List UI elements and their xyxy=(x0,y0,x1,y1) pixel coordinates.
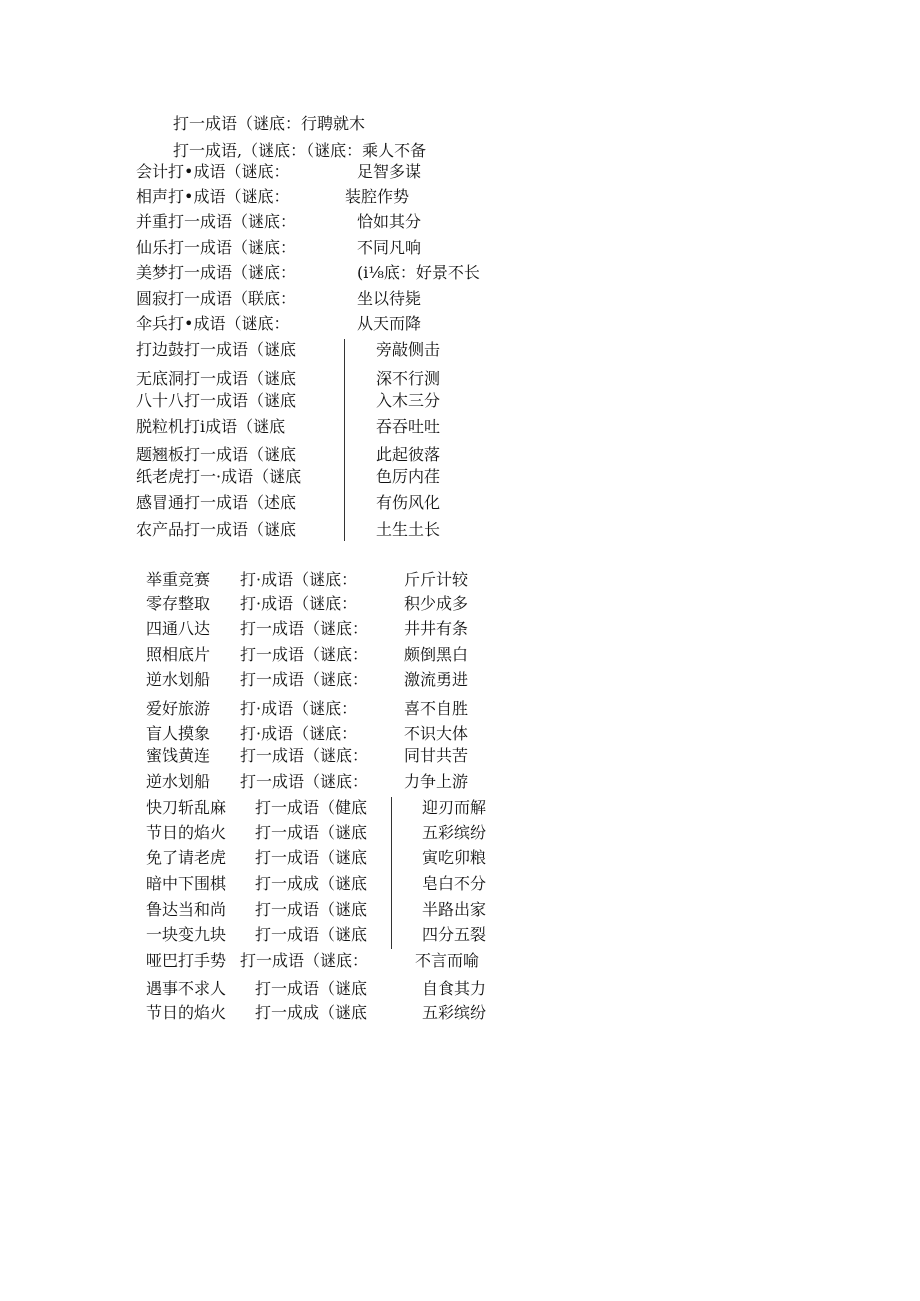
riddle-word: 照相底片 xyxy=(146,645,211,664)
riddle-answer: 恰如其分 xyxy=(357,212,422,231)
riddle-clue: 打一成语（谜底 xyxy=(255,848,368,867)
riddle-clue: 美梦打一成语（谜底： xyxy=(136,263,297,282)
riddle-word: 盲人摸象 xyxy=(146,724,211,743)
riddle-word: 逆水划船 xyxy=(146,772,211,791)
riddle-clue: 八十八打一成语（谜底 xyxy=(136,391,297,410)
riddle-clue: 圆寂打一成语（联底： xyxy=(136,289,297,308)
riddle-word: 蜜饯黄连 xyxy=(146,746,211,765)
riddle-clue: 打边鼓打一成语（谜底 xyxy=(136,340,297,359)
riddle-clue: 打一成语（谜底： xyxy=(240,670,369,689)
riddle-word: 节日的焰火 xyxy=(146,1003,227,1022)
riddle-answer: 不识大体 xyxy=(404,724,469,743)
riddle-clue: 打·成语（谜底： xyxy=(240,699,358,718)
riddle-answer: 颇倒黑白 xyxy=(404,645,469,664)
riddle-word: 哑巴打手势 xyxy=(146,951,227,970)
riddle-word: 四通八达 xyxy=(146,619,211,638)
riddle-clue: 打·成语（谜底： xyxy=(240,570,358,589)
riddle-clue: 农产品打一成语（谜底 xyxy=(136,520,297,539)
riddle-answer: 自食其力 xyxy=(422,979,487,998)
riddle-word: 鲁达当和尚 xyxy=(146,900,227,919)
riddle-clue: 打一成语（谜底 xyxy=(255,925,368,944)
riddle-answer: 半路出家 xyxy=(422,900,487,919)
column-divider xyxy=(344,339,345,541)
riddle-word: 零存整取 xyxy=(146,594,211,613)
riddle-answer: 从天而降 xyxy=(357,314,422,333)
riddle-clue: 感冒通打一成语（述底 xyxy=(136,493,297,512)
riddle-clue: 打一成语（谜底 xyxy=(255,900,368,919)
riddle-clue: 题翘板打一成语（谜底 xyxy=(136,445,297,464)
riddle-clue: 打一成语（健底 xyxy=(255,798,368,817)
riddle-clue: 打一成语（谜底： xyxy=(240,746,369,765)
riddle-word: 爱好旅游 xyxy=(146,699,211,718)
riddle-clue: 打一成语（谜底： xyxy=(240,645,369,664)
riddle-answer: 皂白不分 xyxy=(422,874,487,893)
riddle-answer: 喜不自胜 xyxy=(404,699,469,718)
riddle-clue: 打一成语（谜底： xyxy=(240,951,369,970)
riddle-clue: 伞兵打•成语（谜底： xyxy=(136,314,290,333)
riddle-clue: 打一成成（谜底 xyxy=(255,1003,368,1022)
riddle-answer: 五彩缤纷 xyxy=(422,1003,487,1022)
riddle-word: 遇事不求人 xyxy=(146,979,227,998)
column-divider xyxy=(391,797,392,949)
riddle-header-line: 打一成语（谜底：行聘就木 xyxy=(173,114,366,133)
riddle-word: 节日的焰火 xyxy=(146,823,227,842)
riddle-clue: 打·成语（谜底： xyxy=(240,724,358,743)
riddle-answer: 此起彼落 xyxy=(376,445,441,464)
riddle-word: 暗中下围棋 xyxy=(146,874,227,893)
riddle-word: 快刀斩乱麻 xyxy=(146,798,227,817)
riddle-clue: 打一成成（谜底 xyxy=(255,874,368,893)
riddle-answer: 同甘共苦 xyxy=(404,746,469,765)
riddle-answer: 寅吃卯粮 xyxy=(422,848,487,867)
riddle-answer: 土生土长 xyxy=(376,520,441,539)
riddle-clue: 打一成语（谜底： xyxy=(240,619,369,638)
riddle-clue: 打一成语（谜底 xyxy=(255,823,368,842)
riddle-clue: 仙乐打一成语（谜底： xyxy=(136,238,297,257)
riddle-word: 一块变九块 xyxy=(146,925,227,944)
riddle-word: 逆水划船 xyxy=(146,670,211,689)
riddle-answer: 装腔作势 xyxy=(345,187,410,206)
riddle-answer: (i⅛底：好景不长 xyxy=(357,263,480,282)
riddle-word: 举重竞赛 xyxy=(146,570,211,589)
riddle-answer: 迎刃而解 xyxy=(422,798,487,817)
riddle-clue: 相声打•成语（谜底： xyxy=(136,187,290,206)
riddle-answer: 井井有条 xyxy=(404,619,469,638)
riddle-clue: 纸老虎打一·成语（谜底 xyxy=(136,467,302,486)
riddle-answer: 入木三分 xyxy=(376,391,441,410)
riddle-answer: 不言而喻 xyxy=(415,951,480,970)
riddle-answer: 五彩缤纷 xyxy=(422,823,487,842)
riddle-answer: 旁敲侧击 xyxy=(376,340,441,359)
riddle-clue: 会计打•成语（谜底： xyxy=(136,162,290,181)
riddle-answer: 积少成多 xyxy=(404,594,469,613)
riddle-clue: 打一成语（谜底： xyxy=(240,772,369,791)
riddle-answer: 吞吞吐吐 xyxy=(376,417,441,436)
riddle-clue: 打·成语（谜底： xyxy=(240,594,358,613)
riddle-clue: 无底洞打一成语（谜底 xyxy=(136,369,297,388)
riddle-answer: 不同凡响 xyxy=(357,238,422,257)
riddle-answer: 四分五裂 xyxy=(422,925,487,944)
riddle-answer: 有伤风化 xyxy=(376,493,441,512)
riddle-clue: 脱粒机打i成语（谜底 xyxy=(136,417,286,436)
riddle-answer: 坐以待毙 xyxy=(357,289,422,308)
riddle-answer: 足智多谋 xyxy=(357,162,422,181)
riddle-answer: 深不行测 xyxy=(376,369,441,388)
riddle-word: 免了请老虎 xyxy=(146,848,227,867)
riddle-answer: 斤斤计较 xyxy=(404,570,469,589)
riddle-answer: 色厉内荏 xyxy=(376,467,441,486)
riddle-answer: 力争上游 xyxy=(404,772,469,791)
riddle-answer: 激流勇进 xyxy=(404,670,469,689)
riddle-clue: 并重打一成语（谜底： xyxy=(136,212,297,231)
riddle-header-line: 打一成语,（谜底：（谜底：乘人不备 xyxy=(173,141,427,160)
riddle-clue: 打一成语（谜底 xyxy=(255,979,368,998)
